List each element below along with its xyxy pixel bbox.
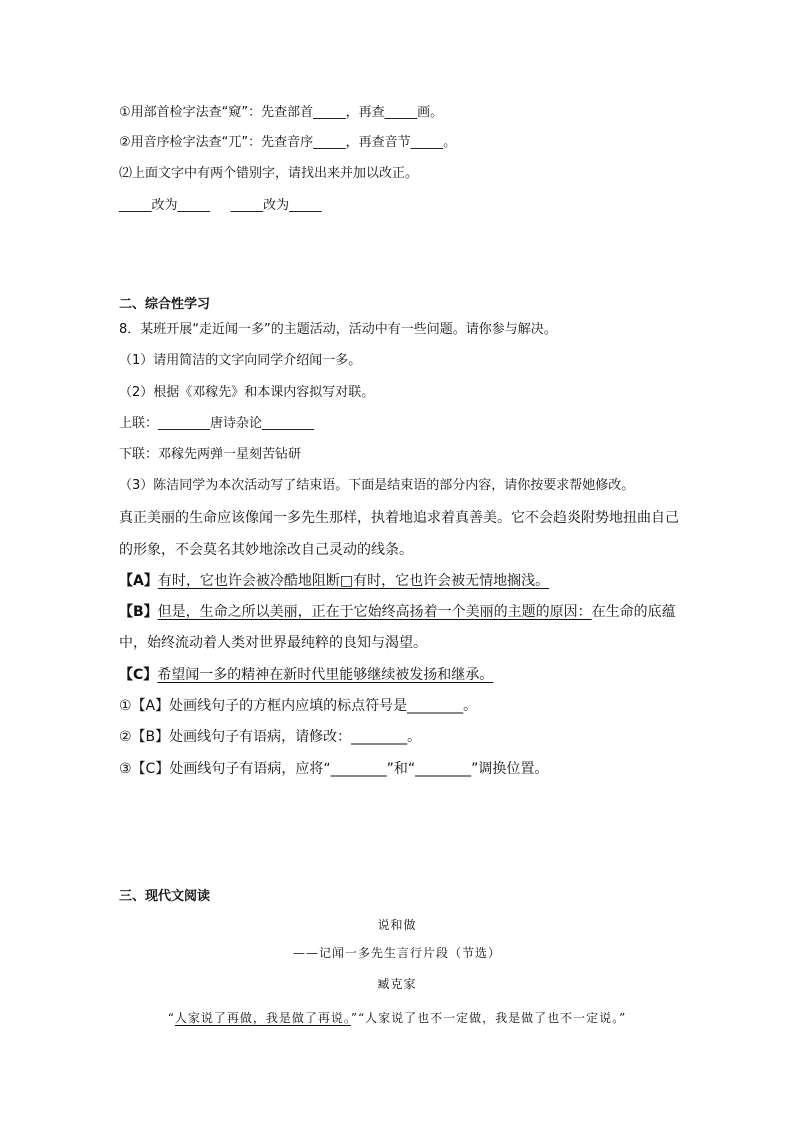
- sentence-b-text: 但是，生命之所以美丽，正在于它始终高扬着一个美丽的主题的原因：: [157, 604, 592, 620]
- lookup-question-3: ⑵上面文字中有两个错别字，请找出来并加以改正。: [119, 166, 419, 181]
- part-3: （3）陈洁同学为本次活动写了结束语。下面是结束语的部分内容，请你按要求帮她修改。: [119, 478, 635, 493]
- lookup-question-2: ②用音序检字法查“兀”：先查音序_____，再查音节_____。: [119, 135, 457, 150]
- couplet-upper: 上联：________唐诗杂论________: [119, 416, 315, 431]
- section-heading-2: 二、综合性学习: [119, 297, 211, 312]
- sentence-c-tag: 【C】: [119, 667, 158, 683]
- quote-open-mark: “: [167, 1011, 175, 1025]
- part-1: （1）请用简洁的文字向同学介绍闻一多。: [119, 353, 362, 368]
- quote-underlined: 人家说了再做，我是做了再说。: [174, 1011, 351, 1025]
- sentence-a-text: 有时，它也许会被冷酷地阻断□有时，它也许会被无情地搁浅。: [157, 573, 550, 589]
- lookup-question-1: ①用部首检字法查“窥”：先查部首_____，再查_____画。: [119, 105, 444, 120]
- question-8: 8．某班开展“走近闻一多”的主题活动，活动中有一些问题。请你参与解决。: [119, 322, 557, 337]
- sub-question-2: ②【B】处画线句子有语病，请修改：________。: [119, 729, 422, 745]
- section-heading-3: 三、现代文阅读: [119, 889, 211, 904]
- sentence-b-line-2: 中，始终流动着人类对世界最纯粹的良知与渴望。: [119, 635, 427, 651]
- passage-line-1: 真正美丽的生命应该像闻一多先生那样，执着地追求着真善美。它不会趋炎附势地扭曲自己: [119, 510, 679, 526]
- article-title: 说和做: [377, 918, 417, 932]
- sub-question-1: ①【A】处画线句子的方框内应填的标点符号是________。: [119, 698, 478, 714]
- sentence-c-text: 希望闻一多的精神在新时代里能够继续被发扬和继承。: [157, 667, 494, 683]
- sentence-b-rest: 在生命的底蕴: [591, 604, 676, 620]
- passage-line-2: 的形象，不会莫名其妙地涂改自己灵动的线条。: [119, 542, 413, 558]
- sentence-a: [119, 571, 549, 591]
- sentence-b: [119, 602, 676, 622]
- sentence-a-tag: 【A】: [119, 573, 158, 589]
- sentence-b-tag: 【B】: [119, 604, 158, 620]
- article-quote: [0, 1009, 794, 1027]
- part-2: （2）根据《邓稼先》和本课内容拟写对联。: [119, 385, 375, 400]
- sentence-c: [119, 665, 493, 685]
- quote-rest: ”“人家说了也不一定做，我是做了也不一定说。”: [350, 1011, 627, 1025]
- couplet-lower: 下联：邓稼先两弹一星刻苦钻研: [119, 447, 302, 462]
- article-author: 臧克家: [377, 977, 417, 991]
- sub-question-3: ③【C】处画线句子有语病，应将“________”和“________”调换位置。: [119, 761, 549, 777]
- correction-blanks: _____改为_____ _____改为_____: [119, 198, 322, 213]
- article-subtitle: ——记闻一多先生言行片段（节选）: [292, 946, 501, 960]
